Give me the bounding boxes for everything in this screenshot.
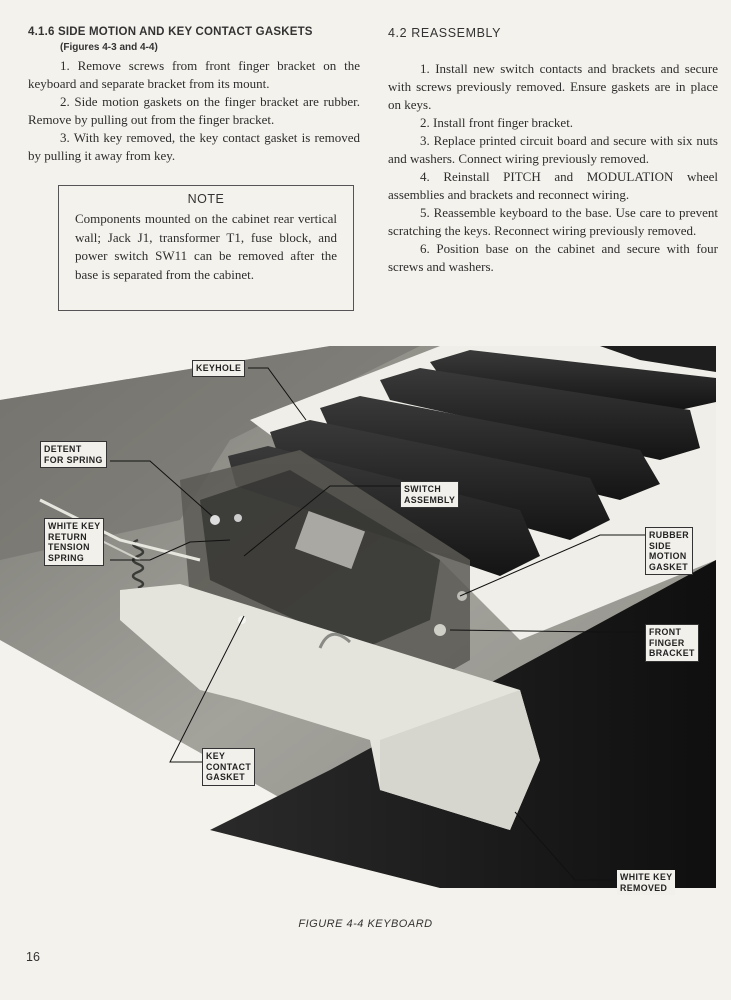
label-white-key-return-spring: WHITE KEY RETURN TENSION SPRING — [44, 518, 104, 566]
label-white-key-removed: WHITE KEY REMOVED — [617, 870, 675, 895]
step-paragraph: 2. Side motion gaskets on the finger bracket are rubber. Remove by pulling out from the finger bracket. — [28, 94, 360, 127]
label-rubber-side-motion-gasket: RUBBER SIDE MOTION GASKET — [645, 527, 693, 575]
section-subtitle: (Figures 4-3 and 4-4) — [60, 42, 158, 53]
section-title-gaskets: 4.1.6 SIDE MOTION AND KEY CONTACT GASKETS — [28, 26, 313, 38]
step-paragraph: 1. Remove screws from front finger bracket on the keyboard and separate bracket from its mount. — [28, 58, 360, 91]
section-title-reassembly: 4.2 REASSEMBLY — [388, 26, 502, 40]
note-body: Components mounted on the cabinet rear vertical wall; Jack J1, transformer T1, fuse block, and power switch SW11 can be removed after the base is separated from the cabinet. — [75, 211, 337, 282]
figure-caption: FIGURE 4-4 KEYBOARD — [298, 918, 433, 930]
note-title: NOTE — [187, 192, 225, 206]
step-paragraph: 1. Install new switch contacts and brackets and secure with screws previously removed. Ensure gaskets are in place on keys. — [388, 61, 718, 112]
page-number: 16 — [26, 950, 40, 964]
step-paragraph: 2. Install front finger bracket. — [420, 115, 574, 130]
step-paragraph: 4. Reinstall PITCH and MODULATION wheel assemblies and brackets and reconnect wiring. — [388, 169, 718, 202]
step-paragraph: 5. Reassemble keyboard to the base. Use care to prevent scratching the keys. Reconnect wiring previously removed. — [388, 205, 718, 238]
step-paragraph: 6. Position base on the cabinet and secure with four screws and washers. — [388, 241, 718, 274]
label-detent-for-spring: DETENT FOR SPRING — [40, 441, 107, 468]
label-front-finger-bracket: FRONT FINGER BRACKET — [645, 624, 699, 662]
step-paragraph: 3. Replace printed circuit board and secure with six nuts and washers. Connect wiring previously removed. — [388, 133, 718, 166]
label-keyhole: KEYHOLE — [192, 360, 245, 377]
label-key-contact-gasket: KEY CONTACT GASKET — [202, 748, 255, 786]
label-switch-assembly: SWITCH ASSEMBLY — [400, 481, 459, 508]
step-paragraph: 3. With key removed, the key contact gasket is removed by pulling it away from key. — [28, 130, 360, 163]
